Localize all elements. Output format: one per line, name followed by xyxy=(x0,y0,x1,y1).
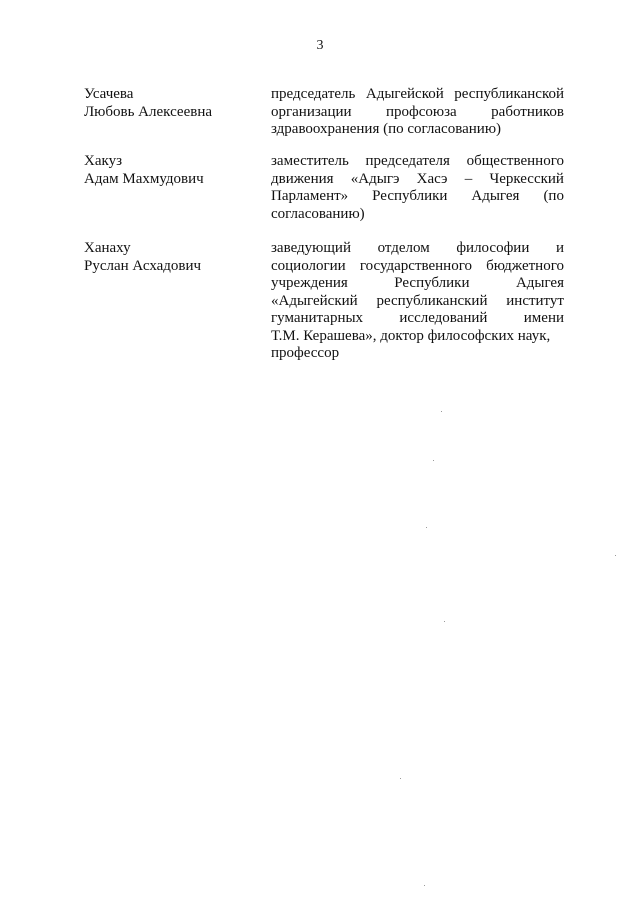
scan-speck xyxy=(400,778,401,779)
role-word: социологии xyxy=(271,257,346,274)
role-word: организации xyxy=(271,103,352,120)
member-name xyxy=(84,240,254,275)
role-line xyxy=(271,328,564,346)
role-word: согласованию) xyxy=(271,205,365,222)
scan-speck xyxy=(426,527,427,528)
role-line xyxy=(271,293,564,311)
role-line xyxy=(271,171,564,189)
role-word: Республики xyxy=(372,188,448,204)
role-word: профессор xyxy=(271,345,340,361)
role-word: Хасэ xyxy=(416,170,448,187)
scan-speck xyxy=(433,460,434,461)
role-word: Адыгея xyxy=(471,188,520,204)
member-name xyxy=(84,153,254,188)
role-line xyxy=(271,310,564,328)
role-line xyxy=(271,104,564,122)
member-surname: Ханаху xyxy=(84,240,131,256)
role-word: профсоюза xyxy=(386,103,457,120)
member-surname: Хакуз xyxy=(84,153,122,169)
role-word: движения xyxy=(271,170,334,187)
role-line xyxy=(271,121,564,139)
scan-speck xyxy=(615,555,616,556)
scan-speck xyxy=(424,885,425,886)
role-word: исследований xyxy=(399,310,488,326)
role-word: «Адыгэ xyxy=(350,170,400,187)
member-given-names: Любовь Алексеевна xyxy=(84,103,212,120)
role-line xyxy=(271,275,564,293)
role-word: работников xyxy=(491,103,564,120)
role-word: имени xyxy=(523,310,564,326)
role-word: Т.М. Керашева», доктор философских наук, xyxy=(271,327,551,344)
role-word: государственного xyxy=(359,257,472,274)
role-line xyxy=(271,206,564,224)
role-word: республиканский xyxy=(376,292,488,309)
role-line xyxy=(271,86,564,104)
role-word: гуманитарных xyxy=(271,310,364,326)
role-word: республиканской xyxy=(454,86,564,102)
role-word: общественного xyxy=(466,153,564,169)
role-line xyxy=(271,240,564,258)
role-line xyxy=(271,153,564,171)
role-word: учреждения xyxy=(271,275,348,291)
role-line xyxy=(271,345,564,363)
role-word: отделом xyxy=(377,240,430,256)
role-word: заместитель xyxy=(271,153,349,169)
role-word: бюджетного xyxy=(486,257,564,274)
role-word: (по xyxy=(543,188,564,204)
member-role xyxy=(271,86,564,139)
page-number: 3 xyxy=(316,38,324,53)
member-name xyxy=(84,86,254,121)
role-word: Республики xyxy=(394,275,470,291)
role-word: философии xyxy=(456,240,530,256)
member-role xyxy=(271,240,564,363)
role-word: Черкесский xyxy=(489,170,564,187)
role-word: председатель xyxy=(271,86,356,102)
role-word: «Адыгейский xyxy=(271,292,358,309)
role-line xyxy=(271,258,564,276)
member-given-names: Руслан Асхадович xyxy=(84,257,202,274)
member-given-names: Адам Махмудович xyxy=(84,170,204,187)
member-surname: Усачева xyxy=(84,86,134,102)
scan-speck xyxy=(444,621,445,622)
member-role xyxy=(271,153,564,223)
role-word: здравоохранения (по согласованию) xyxy=(271,121,502,137)
role-word: институт xyxy=(506,292,564,309)
role-word: – xyxy=(464,170,473,187)
role-word: и xyxy=(555,240,564,256)
role-word: заведующий xyxy=(271,240,351,256)
role-word: председателя xyxy=(365,153,450,169)
role-line xyxy=(271,188,564,206)
role-word: Парламент» xyxy=(271,188,349,204)
scan-speck xyxy=(441,411,442,412)
role-word: Адыгейской xyxy=(365,86,444,102)
role-word: Адыгея xyxy=(515,275,564,291)
